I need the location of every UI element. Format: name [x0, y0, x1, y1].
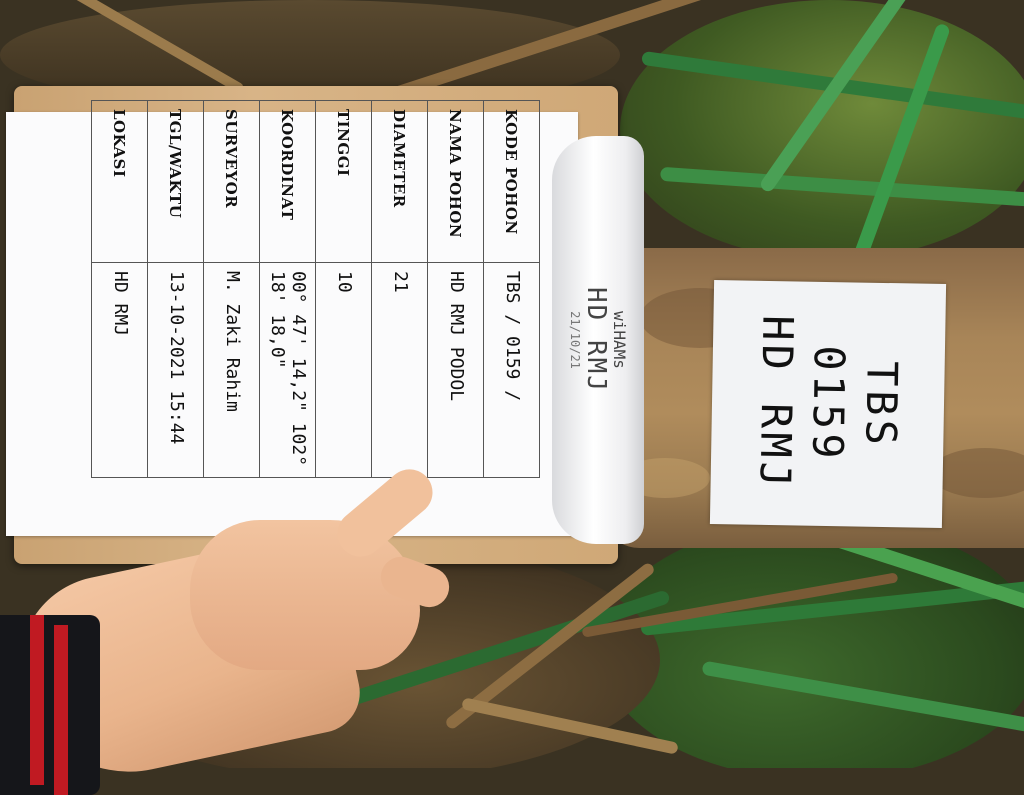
- row-value: 21: [372, 263, 428, 478]
- table-row: [92, 101, 148, 478]
- table-row: [148, 101, 204, 478]
- row-label: NAMA POHON: [428, 101, 484, 263]
- roll-note-line-2: HD RMJ: [581, 287, 612, 393]
- roll-note-line-1: wiHAMs: [609, 311, 629, 369]
- table-row: [260, 101, 316, 478]
- foliage-patch: [600, 520, 1024, 768]
- survey-table: [91, 100, 540, 478]
- row-label: DIAMETER: [372, 101, 428, 263]
- row-label: LOKASI: [92, 101, 148, 263]
- row-label: KODE POHON: [484, 101, 540, 263]
- foliage-patch: [620, 0, 1024, 260]
- sleeve-stripe: [30, 615, 44, 785]
- table-row: [428, 101, 484, 478]
- row-value: 00° 47' 14,2" 102° 18' 18,0": [260, 263, 316, 478]
- tag-line-3: HD RMJ: [750, 314, 803, 492]
- roll-note-line-3: 21/10/21: [568, 311, 583, 369]
- tag-line-1: TBS: [855, 360, 907, 450]
- tree-tag: [710, 280, 946, 528]
- table-row: [484, 101, 540, 478]
- survey-form: [100, 100, 540, 478]
- row-value: HD RMJ: [92, 263, 148, 478]
- row-label: KOORDINAT: [260, 101, 316, 263]
- tag-line-2: 0159: [803, 345, 855, 464]
- row-value: 13-10-2021 15:44: [148, 263, 204, 478]
- tree-tag-text: [710, 280, 946, 528]
- row-value: TBS / 0159 /: [484, 263, 540, 478]
- sleeve-stripe: [54, 625, 68, 795]
- table-row: [316, 101, 372, 478]
- bark-spot: [930, 448, 1024, 498]
- row-label: TGL/WAKTU: [148, 101, 204, 263]
- row-value: M. Zaki Rahim: [204, 263, 260, 478]
- rolled-sheet: [552, 136, 644, 544]
- row-value: 10: [316, 263, 372, 478]
- row-value: HD RMJ PODOL: [428, 263, 484, 478]
- rolled-sheet-note: [552, 136, 644, 544]
- table-row: [204, 101, 260, 478]
- row-label: SURVEYOR: [204, 101, 260, 263]
- jacket-sleeve: [0, 615, 100, 795]
- table-row: [372, 101, 428, 478]
- row-label: TINGGI: [316, 101, 372, 263]
